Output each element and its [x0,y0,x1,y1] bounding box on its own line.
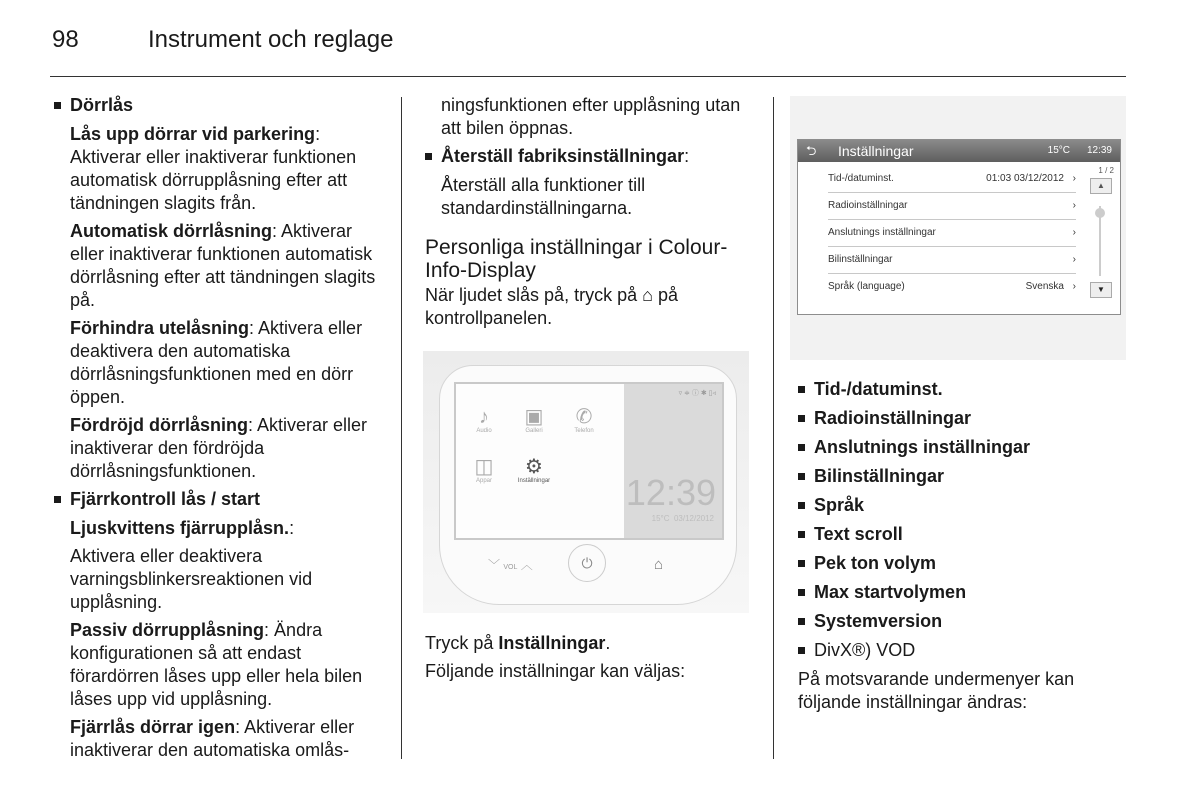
home-app-grid [456,384,624,538]
temperature: 15°C [1047,145,1070,156]
text: Tryck på [425,633,499,653]
list-item: DivX®) VOD [798,639,1128,662]
chevron-right-icon: › [1072,281,1076,292]
scroll-down-icon: ▼ [1090,282,1112,298]
text: : Aktiverar eller inaktiverar den automatiska omlås- [70,717,355,760]
paragraph [425,632,755,655]
paragraph: Återställ alla funktioner till standardinställningarna. [441,175,646,218]
term: Förhindra utelåsning [70,318,250,338]
home-icon: ⌂ [642,285,653,305]
column-3 [798,378,1128,719]
scrollbar [1090,170,1112,310]
text: : Aktiverar eller inaktiverar funktionen automatisk dörrupplåsning efter att tändningen slagits från. [70,124,357,213]
row-label: Radioinställningar [828,200,908,211]
term: Passiv dörrupplåsning [70,620,265,640]
row-label: Språk (language) [828,281,905,292]
home-screen-image [423,351,749,613]
list-item: Anslutnings inställningar [798,436,1128,459]
page-number: 98 [52,26,79,53]
paragraph [54,123,390,215]
bullet-dorrlas: Dörrlås [54,94,390,117]
paragraph [54,716,390,762]
row-label: Bilinställningar [828,254,893,265]
apps-app [464,456,504,484]
paragraph [54,317,390,409]
text: . [605,633,611,653]
row-label: Anslutnings inställningar [828,227,936,238]
power-icon: ⏻ [568,544,606,582]
paragraph [54,517,390,540]
text: : Aktiverar eller inaktiverar den fördröjda dörrlåsningsfunktionen. [70,415,368,481]
app-label: Inställningar [517,478,551,484]
volume-label: VOL [503,564,518,571]
text: När ljudet slås på, tryck på [425,285,643,305]
term: Fördröjd dörrlåsning [70,415,248,435]
clock: 12:39 [1086,145,1112,156]
volume-controls [488,556,533,573]
phone-icon: ✆ [575,406,593,428]
section-title: Instrument och reglage [148,26,394,53]
gallery-icon: ▣ [524,406,544,428]
phone-app [564,406,604,434]
column-divider-2 [773,97,774,759]
paragraph [54,619,390,711]
list-item: Språk [798,494,1128,517]
list-item: Radioinställningar [798,407,1128,430]
text: : [289,518,295,538]
text: : Aktiverar eller inaktiverar funktionen automatisk dörrlåsning efter att tändningen slagits på. [70,221,376,310]
text: på kontrollpanelen. [425,285,678,328]
device-screen [454,382,724,540]
temperature: 15°C [651,514,670,523]
heading-personliga: Personliga inställningar i Colour-Info-Display [425,236,728,282]
chevron-right-icon: › [1072,227,1076,238]
scroll-up-icon: ▲ [1090,178,1112,194]
paragraph [425,284,755,330]
term: Inställningar [498,633,606,653]
settings-title: Inställningar [838,143,914,159]
app-label: Galleri [525,428,543,434]
paragraph [54,220,390,312]
list-item: Text scroll [798,523,1128,546]
gallery-app [514,406,554,434]
list-item: Tid-/datuminst. [798,378,1128,401]
column-2-lower [425,632,755,688]
list-item: Pek ton volym [798,552,1128,575]
paragraph: På motsvarande undermenyer kan följande inställningar ändras: [798,669,1075,712]
settings-row [828,193,1076,220]
header-rule [50,76,1126,77]
term: Automatisk dörrlåsning [70,221,273,241]
text: : Ändra konfigurationen så att endast förardörren låses upp eller hela bilen låses upp vid upplåsning. [70,620,363,709]
settings-row [828,220,1076,247]
row-value: Svenska [1025,281,1064,292]
settings-frame [797,139,1121,315]
chevron-right-icon: › [1072,173,1076,184]
term: Fjärrlås dörrar igen [70,717,236,737]
settings-row [828,247,1076,274]
clock-display: 12:39 [625,472,716,513]
paragraph: Aktivera eller deaktivera varningsblinkersreaktionen vid upplåsning. [70,546,313,612]
gear-icon: ⚙ [525,456,543,478]
term: Återställ fabriksinställningar [441,146,685,166]
scroll-knob [1095,208,1105,218]
audio-app [464,406,504,434]
page-indicator: 1 / 2 [1098,166,1114,175]
music-note-icon: ♪ [479,406,489,428]
column-divider-1 [401,97,402,759]
chevron-right-icon: › [1072,200,1076,211]
settings-screen-image [790,96,1126,360]
text: : Aktivera eller deaktivera den automatiska dörrlåsningsfunktionen med en dörr öppen. [70,318,363,407]
term: Ljuskvittens fjärrupplåsn. [70,518,290,538]
column-2 [425,94,755,335]
date-display [652,514,714,523]
chevron-down-icon: ﹀ [488,558,501,572]
chevron-up-icon: ︿ [520,558,533,572]
paragraph [54,414,390,483]
apps-icon: ◫ [474,456,494,478]
column-1 [54,94,390,767]
list-item: Systemversion [798,610,1128,633]
home-button-icon: ⌂ [654,556,664,573]
paragraph: Följande inställningar kan väljas: [425,661,686,681]
chevron-right-icon: › [1072,254,1076,265]
status-icons: ▿ ≑ ⓘ ✱ ▯◃ [678,390,716,397]
app-label: Telefon [574,428,594,434]
bullet-fjarrkontroll: Fjärrkontroll lås / start [54,488,390,511]
settings-title-bar [798,140,1120,162]
list-item: Bilinställningar [798,465,1128,488]
bullet-aterstall [425,145,755,168]
app-label: Audio [476,428,492,434]
app-label: Appar [475,478,492,484]
settings-row [828,166,1076,193]
device-frame [439,365,737,605]
row-value: 01:03 03/12/2012 [986,173,1064,184]
settings-app [514,456,554,484]
text: : [684,146,690,166]
paragraph: ningsfunktionen efter upplåsning utan att bilen öppnas. [441,95,741,138]
back-icon: ⮌ [806,143,817,158]
settings-row [828,274,1076,300]
row-label: Tid-/datuminst. [828,173,894,184]
date: 03/12/2012 [673,514,714,523]
term: Lås upp dörrar vid parkering [70,124,316,144]
list-item: Max startvolymen [798,581,1128,604]
settings-list [798,378,1128,662]
